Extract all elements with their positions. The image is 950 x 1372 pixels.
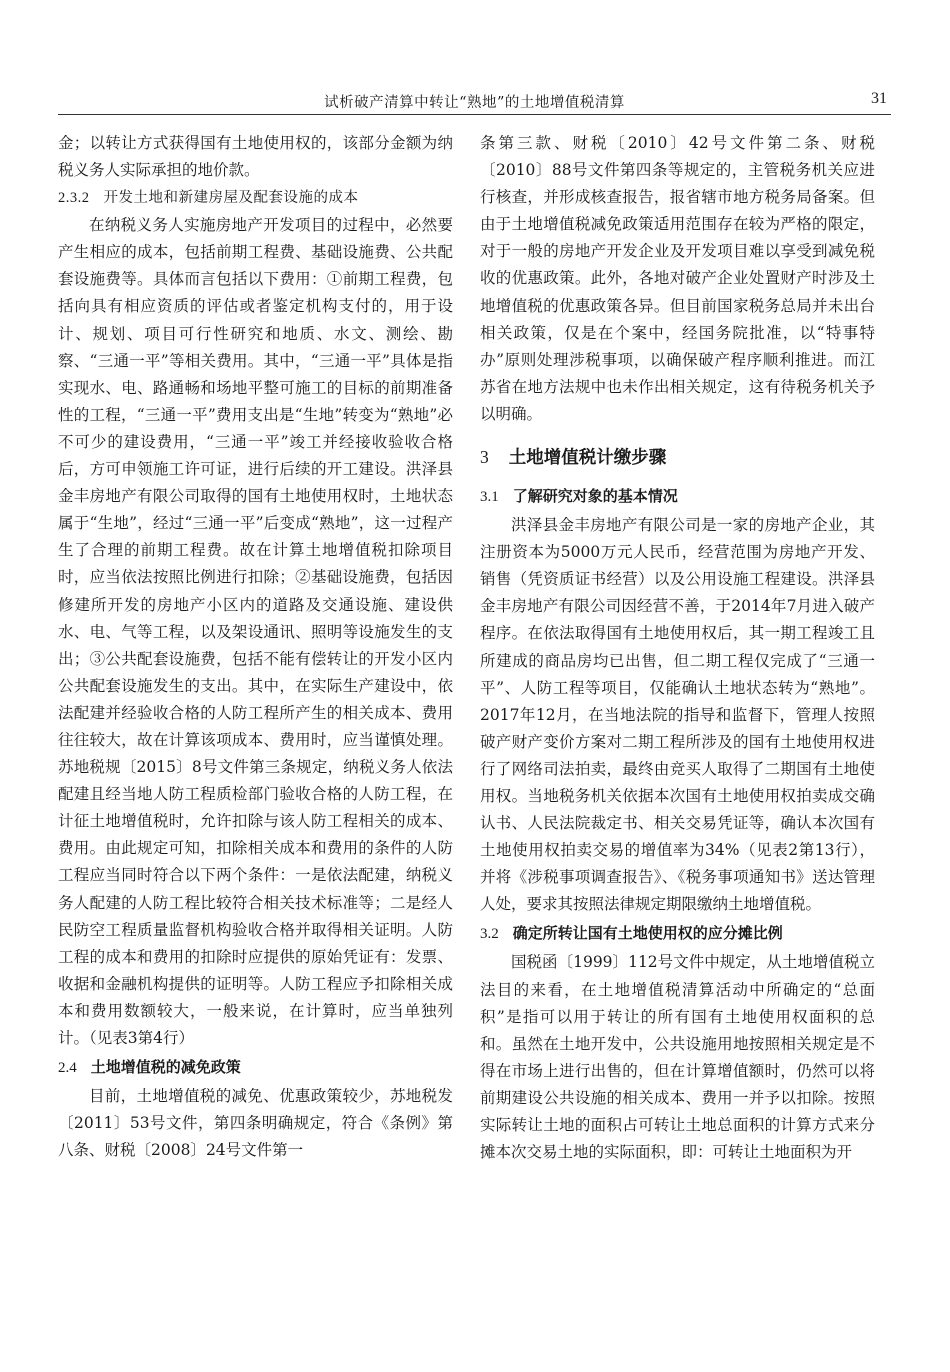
- section-heading-2-4: [58, 1054, 453, 1081]
- section-title: 土地增值税的减免政策: [90, 1058, 241, 1077]
- section-heading-3: [480, 442, 875, 473]
- running-title: 试析破产清算中转让“熟地”的土地增值税清算: [324, 95, 625, 111]
- right-column: [480, 130, 875, 1166]
- section-number: 3: [480, 447, 489, 468]
- paragraph-3-2: 国税函〔1999〕112号文件中规定，从土地增值税立法目的来看，在土地增值税清算活动中所确定的“总面积”是指可以用于转让的所有国有土地使用权面积的总和。虽然在土地开发中，公共设施用地按照相关规定是不得在市场上进行出售的，但在计算增值额时，仍然可以将前期建设公共设施的相关成本、费用一并予以扣除。按照实际转让土地的面积占可转让土地总面积的计算方式来分摊本次交易土地的实际面积，即：可转让土地面积为开: [480, 953, 875, 1162]
- paragraph-continuation: 金；以转让方式获得国有土地使用权的，该部分金额为纳税义务人实际承担的地价款。: [58, 134, 453, 180]
- paragraph-2-4: 目前，土地增值税的减免、优惠政策较少，苏地税发〔2011〕53号文件，第四条明确规定，符合《条例》第八条、财税〔2008〕24号文件第一: [58, 1087, 453, 1160]
- section-title: 开发土地和新建房屋及配套设施的成本: [103, 190, 359, 207]
- section-title: 了解研究对象的基本情况: [512, 487, 678, 506]
- section-heading-2-3-2: [58, 185, 453, 211]
- page-number: 31: [871, 90, 887, 107]
- section-title: 土地增值税计缴步骤: [508, 448, 667, 469]
- section-number: 2.3.2: [58, 190, 90, 207]
- section-title: 确定所转让国有土地使用权的应分摊比例: [512, 924, 783, 943]
- section-number: 3.2: [480, 926, 499, 943]
- section-number: 2.4: [58, 1060, 77, 1077]
- paragraph-2-4-continued: 条第三款、财税〔2010〕42号文件第二条、财税〔2010〕88号文件第四条等规定的，主管税务机关应进行核查，并形成核查报告，报省辖市地方税务局备案。但由于土地增值税减免政策适用范围存在较为严格的限定，对于一般的房地产开发企业及开发项目难以享受到减免税收的优惠政策。此外，各地对破产企业处置财产时涉及土地增值税的优惠政策各异。但目前国家税务总局并未出台相关政策，仅是在个案中，经国务院批准，以“特事特办”原则处理涉税事项，以确保破产程序顺利推进。而江苏省在地方法规中也未作出相关规定，这有待税务机关予以明确。: [480, 134, 875, 423]
- running-header: [58, 88, 891, 115]
- section-heading-3-2: [480, 920, 875, 947]
- section-heading-3-1: [480, 483, 875, 510]
- paragraph-3-1: 洪泽县金丰房地产有限公司是一家的房地产企业，其注册资本为5000万元人民币，经营范围为房地产开发、销售（凭资质证书经营）以及公用设施工程建设。洪泽县金丰房地产有限公司因经营不善，于2014年7月进入破产程序。在依法取得国有土地使用权后，其一期工程竣工且所建成的商品房均已出售，但二期工程仅完成了“三通一平”、人防工程等项目，仅能确认土地状态转为“熟地”。2017年12月，在当地法院的指导和监督下，管理人按照破产财产变价方案对二期工程所涉及的国有土地使用权进行了网络司法拍卖，最终由竞买人取得了二期国有土地使用权。当地税务机关依据本次国有土地使用权拍卖成交确认书、人民法院裁定书、相关交易凭证等，确认本次国有土地使用权拍卖交易的增值率为34%（见表2第13行），并将《涉税事项调查报告》、《税务事项通知书》送达管理人处，要求其按照法律规定期限缴纳土地增值税。: [480, 516, 875, 914]
- left-column: [58, 130, 453, 1164]
- paragraph-2-3-2: 在纳税义务人实施房地产开发项目的过程中，必然要产生相应的成本，包括前期工程费、基础设施费、公共配套设施费等。具体而言包括以下费用：①前期工程费，包括向具有相应资质的评估或者鉴定机构支付的，用于设计、规划、项目可行性研究和地质、水文、测绘、勘察、“三通一平”等相关费用。其中，“三通一平”具体是指实现水、电、路通畅和场地平整可施工的目标的前期准备性的工程，“三通一平”费用支出是“生地”转变为“熟地”必不可少的建设费用，“三通一平”竣工并经接收验收合格后，方可申领施工许可证，进行后续的开工建设。洪泽县金丰房地产有限公司取得的国有土地使用权时，土地状态属于“生地”，经过“三通一平”后变成“熟地”，这一过程产生了合理的前期工程费。故在计算土地增值税扣除项目时，应当依法按照比例进行扣除；②基础设施费，包括因修建所开发的房地产小区内的道路及交通设施、建设供水、电、气等工程，以及架设通讯、照明等设施发生的支出；③公共配套设施费，包括不能有偿转让的开发小区内公共配套设施发生的支出。其中，在实际生产建设中，依法配建并经验收合格的人防工程所产生的相关成本、费用往往较大，故在计算该项成本、费用时，应当谨慎处理。苏地税规〔2015〕8号文件第三条规定，纳税义务人依法配建且经当地人防工程质检部门验收合格的人防工程，在计征土地增值税时，允许扣除与该人防工程相关的成本、费用。由此规定可知，扣除相关成本和费用的条件的人防工程应当同时符合以下两个条件：一是依法配建，纳税义务人配建的人防工程比较符合相关技术标准等；二是经人民防空工程质量监督机构验收合格并取得相关证明。人防工程的成本和费用的扣除时应提供的原始凭证有：发票、收据和金融机构提供的证明等。人防工程应予扣除相关成本和费用数额较大，一般来说，在计算时，应当单独列计。（见表3第4行）: [58, 216, 453, 1047]
- section-number: 3.1: [480, 489, 499, 506]
